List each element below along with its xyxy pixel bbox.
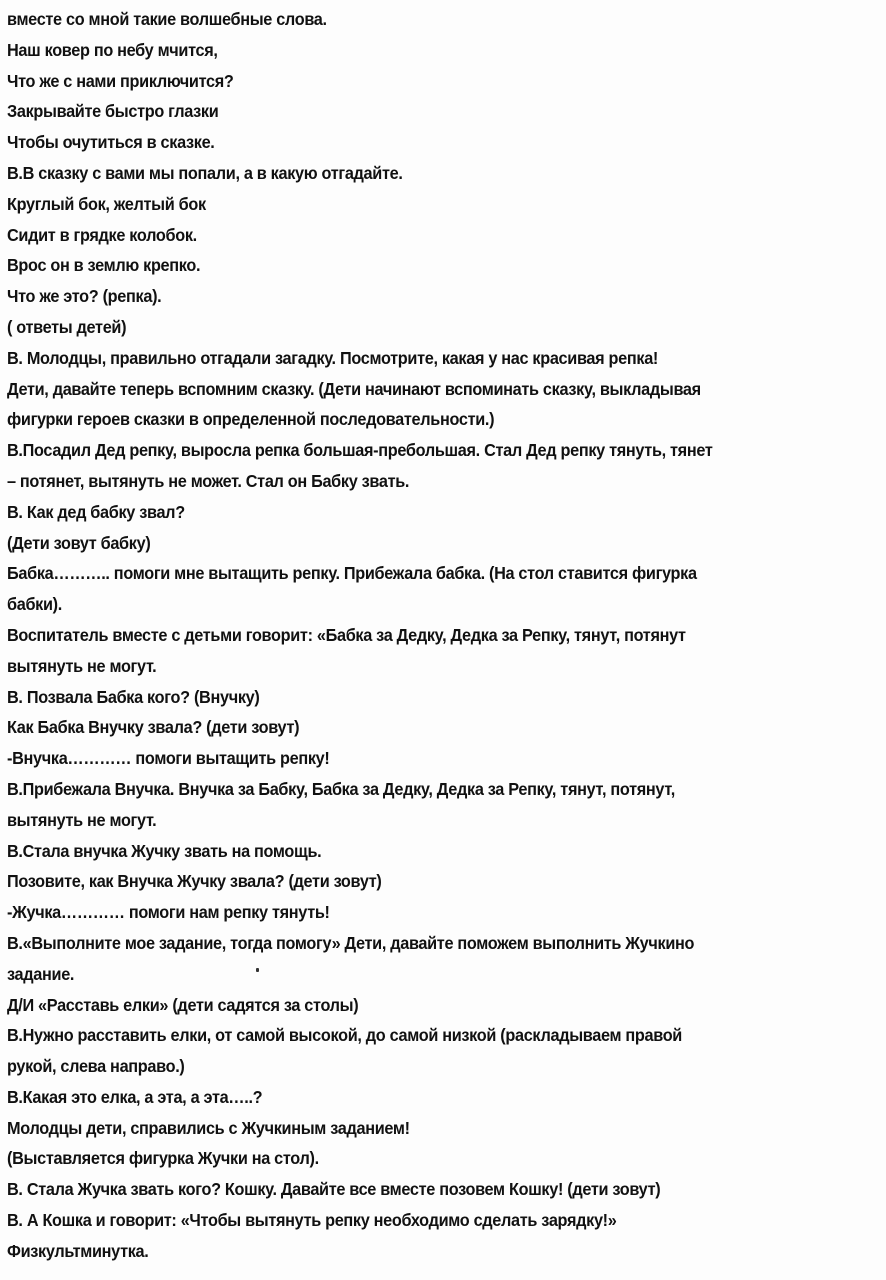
- text-line: В.Нужно расставить елки, от самой высокой, до самой низкой (раскладываем правой: [7, 1025, 682, 1046]
- text-line: Круглый бок, желтый бок: [7, 193, 206, 214]
- text-line: (Выставляется фигурка Жучки на стол).: [7, 1148, 319, 1169]
- text-line: задание.: [7, 963, 75, 984]
- text-line: В.Посадил Дед репку, выросла репка большая-пребольшая. Стал Дед репку тянуть, тянет: [7, 440, 713, 461]
- text-line: Что же с нами приключится?: [7, 70, 234, 91]
- text-line: В. Стала Жучка звать кого? Кошку. Давайте все вместе позовем Кошку! (дети зовут): [7, 1179, 661, 1200]
- text-line: Воспитатель вместе с детьми говорит: «Бабка за Дедку, Дедка за Репку, тянут, потянут: [7, 624, 686, 645]
- text-line: Чтобы очутиться в сказке.: [7, 132, 215, 153]
- text-line: -Внучка………… помоги вытащить репку!: [7, 748, 330, 769]
- text-line: В. Позвала Бабка кого? (Внучку): [7, 686, 260, 707]
- text-line: (Дети зовут бабку): [7, 532, 151, 553]
- text-line: вытянуть не могут.: [7, 809, 157, 830]
- text-line: Закрывайте быстро глазки: [7, 101, 219, 122]
- text-line: -Жучка………… помоги нам репку тянуть!: [7, 902, 330, 923]
- text-line: Дети, давайте теперь вспомним сказку. (Дети начинают вспоминать сказку, выкладывая: [7, 378, 701, 399]
- text-line: вместе со мной такие волшебные слова.: [7, 9, 327, 29]
- text-line: В.Какая это елка, а эта, а эта…..?: [7, 1086, 263, 1107]
- text-line: Сидит в грядке колобок.: [7, 224, 197, 245]
- text-line: Молодцы дети, справились с Жучкиным заданием!: [7, 1117, 410, 1138]
- text-line: вытянуть не могут.: [7, 655, 157, 676]
- text-line: ( ответы детей): [7, 316, 127, 337]
- text-line: Д/И «Расставь елки» (дети садятся за столы): [7, 994, 359, 1015]
- text-line: В. Как дед бабку звал?: [7, 501, 185, 522]
- text-line: Бабка……….. помоги мне вытащить репку. Прибежала бабка. (На стол ставится фигурка: [7, 563, 697, 584]
- text-line: фигурки героев сказки в определенной последовательности.): [7, 409, 495, 430]
- text-line: Врос он в землю крепко.: [7, 255, 201, 276]
- text-line: В.Прибежала Внучка. Внучка за Бабку, Бабка за Дедку, Дедка за Репку, тянут, потянут,: [7, 778, 675, 799]
- text-line: бабки).: [7, 594, 62, 615]
- text-line: В.«Выполните мое задание, тогда помогу» Дети, давайте поможем выполнить Жучкино: [7, 932, 695, 953]
- text-line: Позовите, как Внучка Жучку звала? (дети зовут): [7, 871, 382, 892]
- scan-speck: [256, 968, 259, 972]
- text-line: рукой, слева направо.): [7, 1056, 185, 1077]
- document-text: [7, 4, 879, 1267]
- text-line: В. А Кошка и говорит: «Чтобы вытянуть репку необходимо сделать зарядку!»: [7, 1210, 617, 1231]
- text-line: – потянет, вытянуть не может. Стал он Бабку звать.: [7, 470, 410, 491]
- text-line: Наш ковер по небу мчится,: [7, 39, 218, 60]
- text-line: В. Молодцы, правильно отгадали загадку. Посмотрите, какая у нас красивая репка!: [7, 347, 659, 368]
- text-line: Физкультминутка.: [7, 1240, 149, 1261]
- text-line: Как Бабка Внучку звала? (дети зовут): [7, 717, 300, 738]
- text-line: В.Стала внучка Жучку звать на помощь.: [7, 840, 322, 861]
- text-line: В.В сказку с вами мы попали, а в какую отгадайте.: [7, 162, 403, 183]
- text-line: Что же это? (репка).: [7, 286, 162, 307]
